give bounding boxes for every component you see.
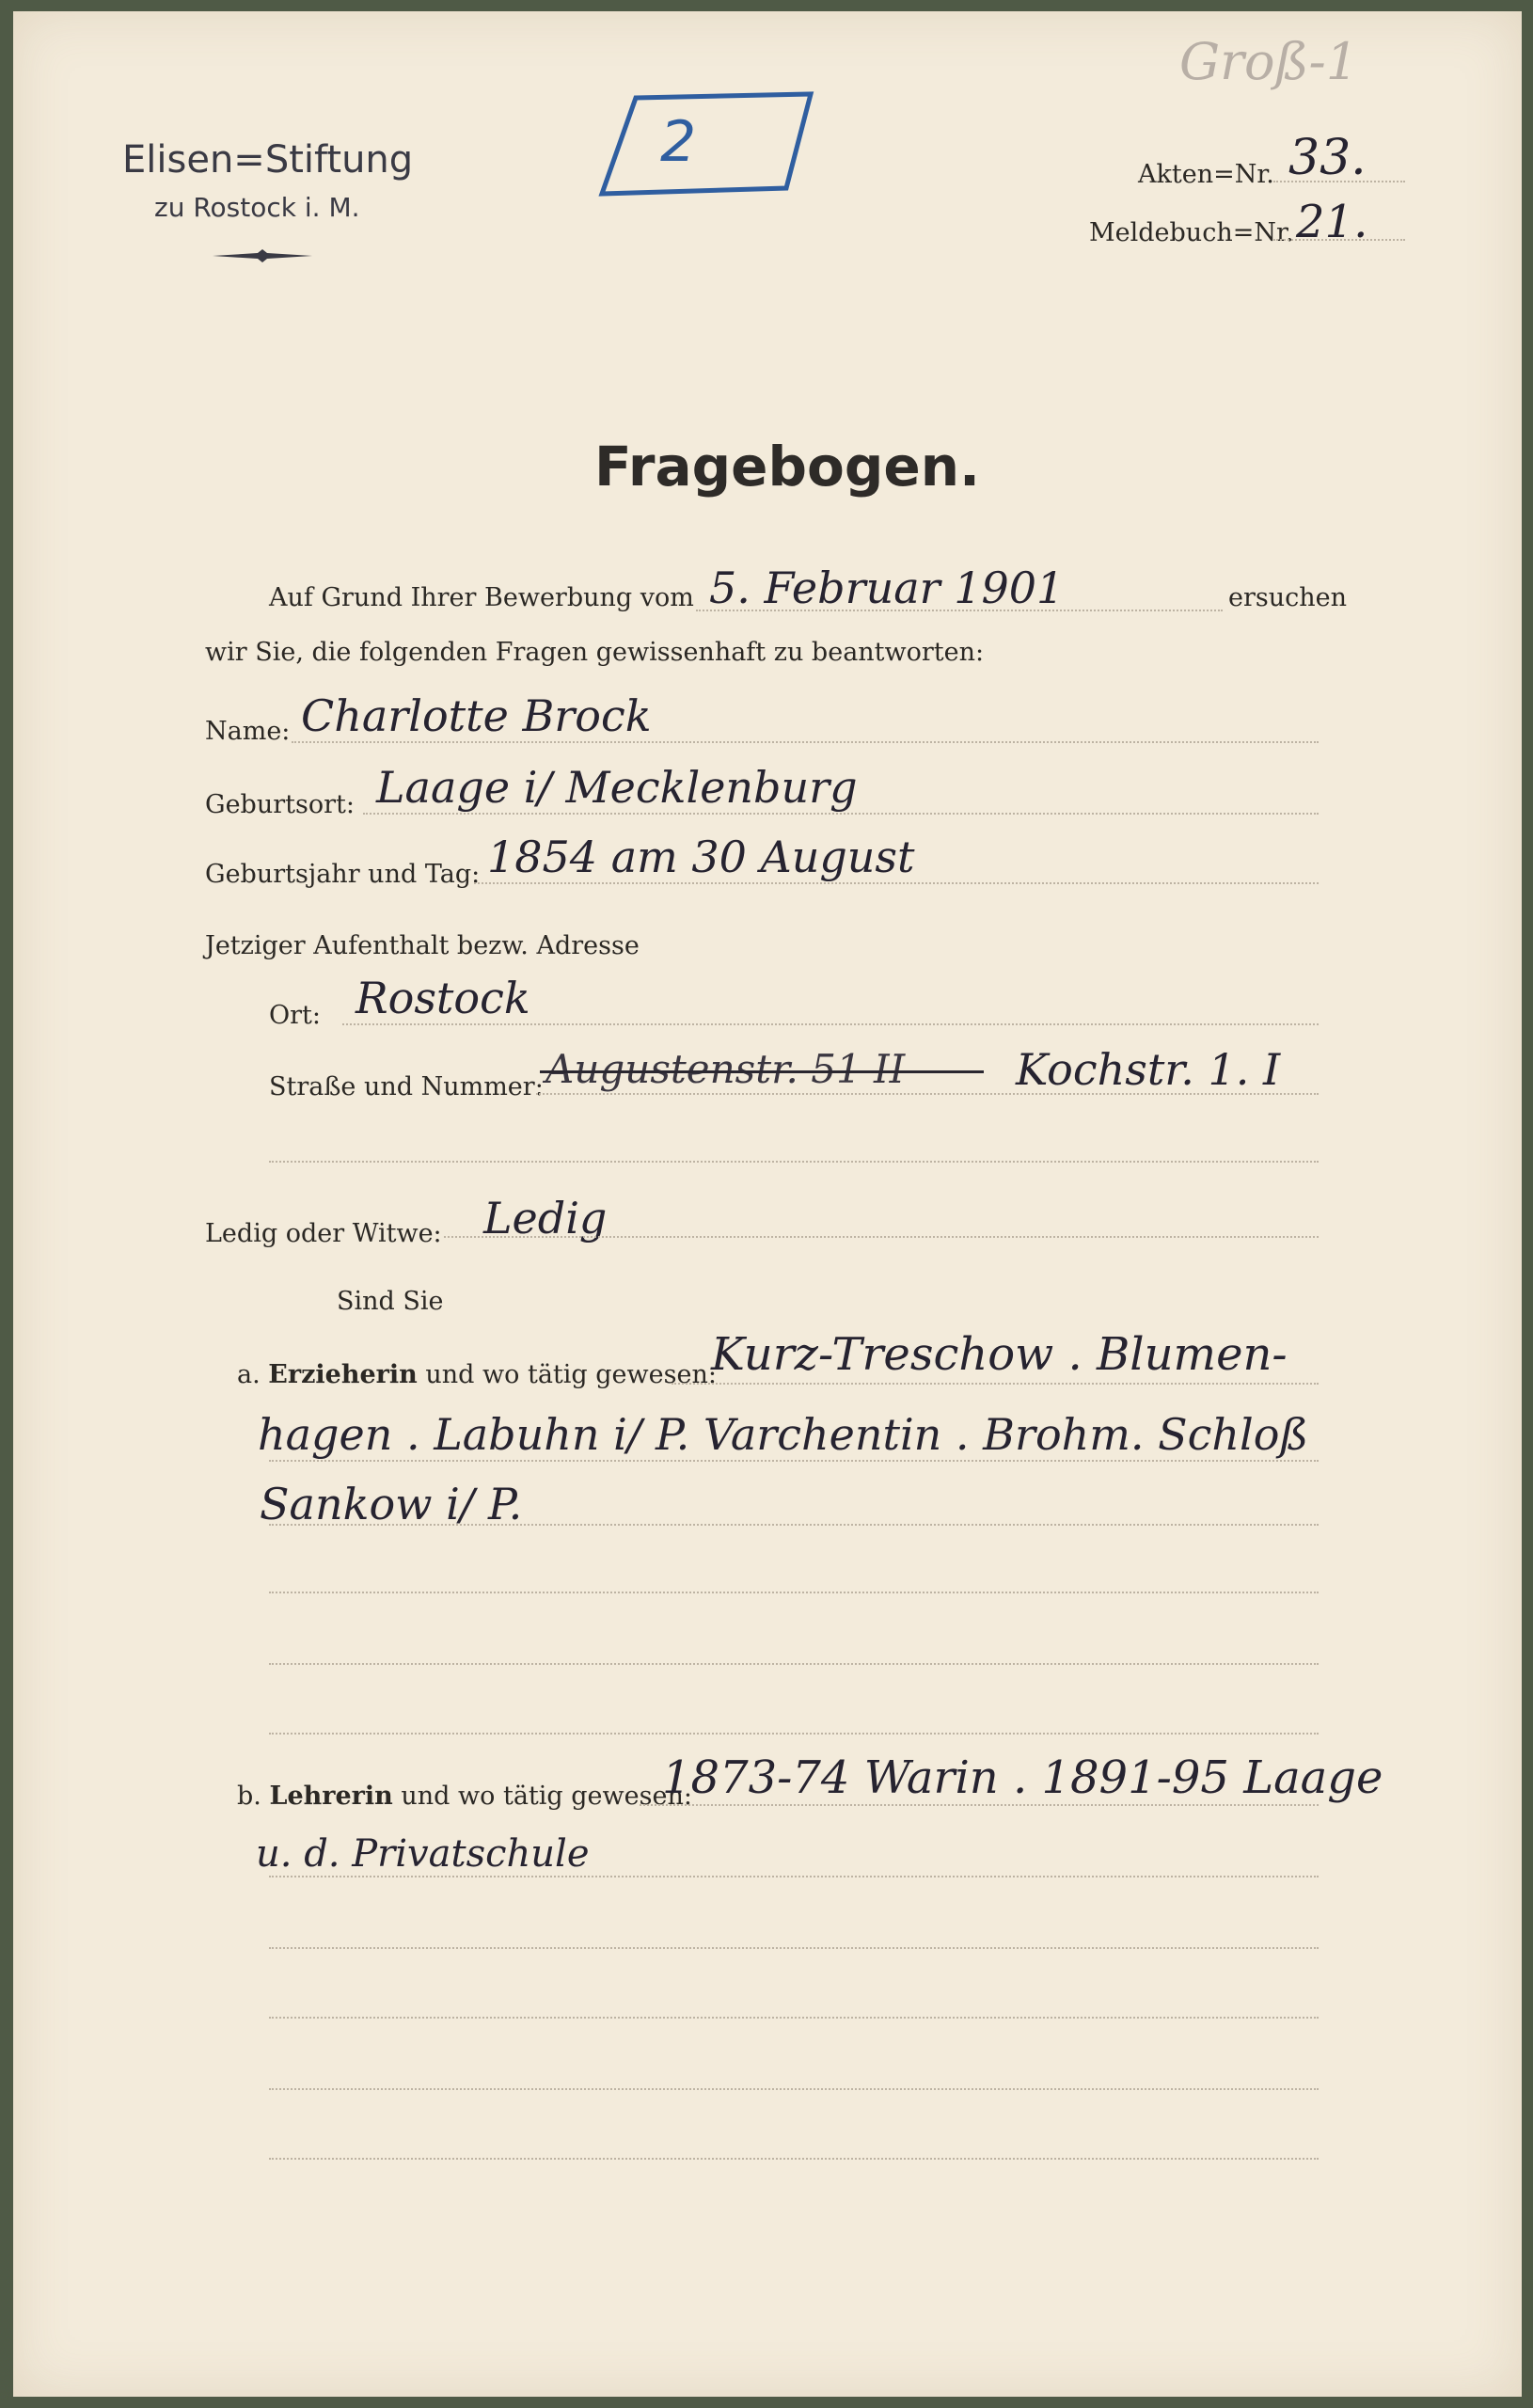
ornament-divider-icon xyxy=(211,248,314,263)
birthplace-label: Geburtsort: xyxy=(205,790,355,819)
birthplace-value: Laage i/ Mecklenburg xyxy=(376,762,858,813)
name-rule xyxy=(292,741,1319,743)
box-number: 2 xyxy=(660,109,697,175)
answer-a-rule-6 xyxy=(269,1733,1319,1735)
akten-label: Akten=Nr. xyxy=(1138,160,1274,189)
question-a-bold: Erzieherin xyxy=(268,1360,418,1389)
street-value: Kochstr. 1. I xyxy=(1016,1044,1281,1095)
document-page xyxy=(13,11,1522,2397)
answer-a-line3: Sankow i/ P. xyxy=(260,1479,523,1529)
question-b-suffix: und wo tätig gewesen: xyxy=(401,1782,692,1811)
answer-b-rule-6 xyxy=(269,2158,1319,2160)
answer-b-rule-1 xyxy=(640,1804,1319,1806)
meldebuch-label: Meldebuch=Nr. xyxy=(1089,218,1294,247)
place-rule xyxy=(342,1023,1319,1025)
answer-b-rule-2 xyxy=(269,1876,1319,1877)
answer-b-line2: u. d. Privatschule xyxy=(256,1832,590,1876)
birthdate-rule xyxy=(474,882,1319,884)
birthdate-label: Geburtsjahr und Tag: xyxy=(205,860,481,889)
street-struck-value: Augustenstr. 51 II xyxy=(545,1046,906,1092)
akten-rule xyxy=(1273,181,1405,182)
meldebuch-value: 21. xyxy=(1296,196,1368,248)
intro-line1-prefix: Auf Grund Ihrer Bewerbung vom xyxy=(269,583,694,612)
page-title: Fragebogen. xyxy=(594,435,981,499)
answer-a-rule-3 xyxy=(269,1524,1319,1526)
status-rule xyxy=(444,1236,1319,1238)
birthdate-value: 1854 am 30 August xyxy=(487,832,915,882)
residence-label: Jetziger Aufenthalt bezw. Adresse xyxy=(205,931,640,960)
question-a-suffix: und wo tätig gewesen: xyxy=(425,1360,717,1389)
date-rule xyxy=(696,610,1223,611)
question-a xyxy=(237,1360,717,1389)
intro-line1-suffix: ersuchen xyxy=(1228,583,1348,612)
answer-b-rule-4 xyxy=(269,2017,1319,2019)
answer-a-line1: Kurz-Treschow . Blumen- xyxy=(711,1328,1288,1381)
institution-name: Elisen=Stiftung xyxy=(122,138,414,182)
institution-city: zu Rostock i. M. xyxy=(154,192,360,223)
answer-a-line2: hagen . Labuhn i/ P. Varchentin . Brohm. Schloß xyxy=(258,1409,1309,1460)
answer-b-rule-3 xyxy=(269,1947,1319,1949)
answer-b-rule-5 xyxy=(269,2088,1319,2090)
name-label: Name: xyxy=(205,717,291,746)
place-label: Ort: xyxy=(269,1001,321,1030)
application-date: 5. Februar 1901 xyxy=(709,562,1065,613)
question-b xyxy=(237,1782,692,1811)
answer-b-line1: 1873-74 Warin . 1891-95 Laage xyxy=(662,1751,1383,1804)
place-value: Rostock xyxy=(356,973,530,1023)
birthplace-rule xyxy=(363,813,1319,815)
question-intro: Sind Sie xyxy=(337,1287,444,1316)
answer-a-rule-2 xyxy=(269,1460,1319,1462)
question-a-prefix: a. xyxy=(237,1360,261,1389)
corner-note: Groß-1 xyxy=(1179,32,1359,91)
status-label: Ledig oder Witwe: xyxy=(205,1219,442,1248)
question-b-bold: Lehrerin xyxy=(269,1782,393,1811)
answer-a-rule-4 xyxy=(269,1592,1319,1593)
answer-a-rule-1 xyxy=(672,1383,1319,1385)
street-strikethrough xyxy=(540,1070,984,1073)
answer-a-rule-5 xyxy=(269,1663,1319,1665)
street-label: Straße und Nummer: xyxy=(269,1072,544,1101)
question-b-prefix: b. xyxy=(237,1782,261,1811)
akten-value: 33. xyxy=(1288,130,1367,186)
intro-line2: wir Sie, die folgenden Fragen gewissenhaft zu beantworten: xyxy=(205,638,985,667)
box-number-frame xyxy=(598,90,814,203)
status-value: Ledig xyxy=(483,1193,608,1244)
street-rule-2 xyxy=(269,1161,1319,1163)
meldebuch-rule xyxy=(1273,239,1405,241)
name-value: Charlotte Brock xyxy=(301,690,652,741)
street-rule xyxy=(536,1093,1319,1095)
